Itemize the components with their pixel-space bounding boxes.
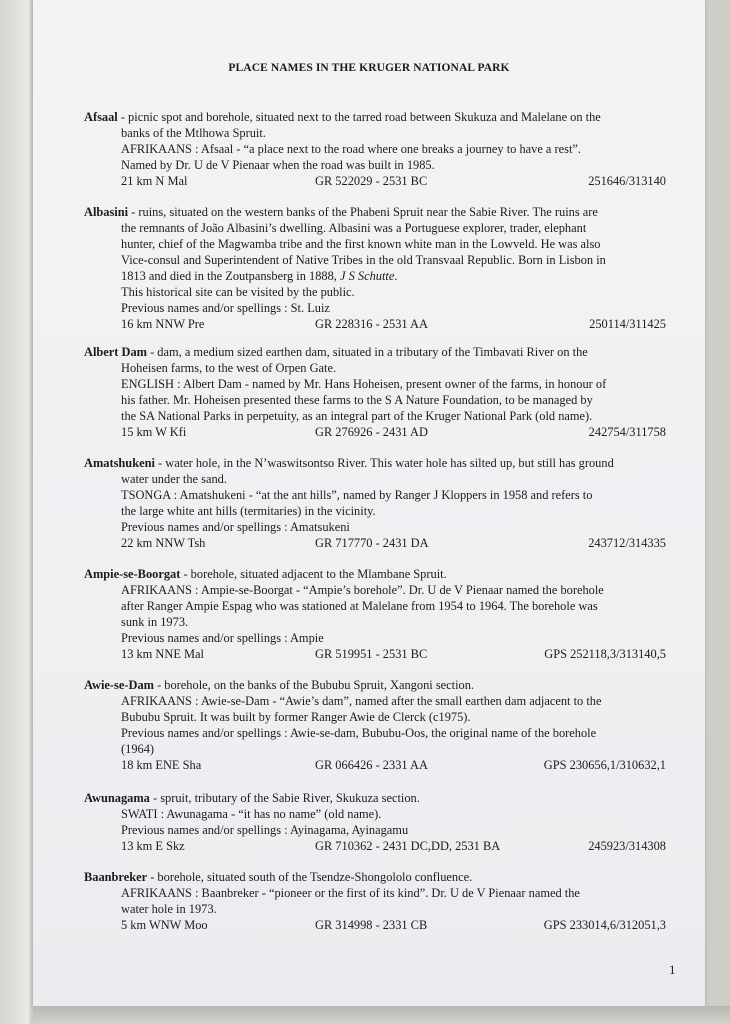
entry-coordinates: 243712/314335 xyxy=(588,536,666,550)
page-title: PLACE NAMES IN THE KRUGER NATIONAL PARK xyxy=(228,62,510,74)
entry-grid-ref: GR 314998 - 2331 CB xyxy=(315,918,428,932)
entry-distance: 15 km W Kfi xyxy=(121,425,187,439)
entry-distance: 5 km WNW Moo xyxy=(121,918,208,932)
entry-line: Bububu Spruit. It was built by former Ranger Awie de Clerck (c1975). xyxy=(121,710,471,724)
entry-description: - picnic spot and borehole, situated next to the tarred road between Skukuza and Malelane on the xyxy=(117,110,601,124)
entry-reference xyxy=(84,424,666,440)
entry-distance: 21 km N Mal xyxy=(121,174,188,188)
entry-coordinates: GPS 252118,3/313140,5 xyxy=(544,647,666,661)
entry-description: - dam, a medium sized earthen dam, situated in a tributary of the Timbavati River on the xyxy=(146,345,588,359)
entry-head xyxy=(84,790,644,806)
entry-line: his father. Mr. Hoheisen presented these farms to the S A Nature Foundation, to be managed by xyxy=(121,393,593,407)
entry-reference xyxy=(84,757,666,773)
entry-albert-dam xyxy=(84,344,666,440)
entry-reference xyxy=(84,838,666,854)
entry-awunagama xyxy=(84,790,666,854)
entry-coordinates: 251646/313140 xyxy=(588,174,666,188)
entry-grid-ref: GR 276926 - 2431 AD xyxy=(315,425,428,439)
entry-coordinates: GPS 233014,6/312051,3 xyxy=(543,918,666,932)
entry-ampie-se-boorgat xyxy=(84,566,666,662)
entry-reference xyxy=(84,917,666,933)
entry-name: Awunagama xyxy=(84,791,150,805)
entry-name: Awie-se-Dam xyxy=(84,678,154,692)
entry-description: - ruins, situated on the western banks of the Phabeni Spruit near the Sabie River. The ruins are xyxy=(128,205,598,219)
entry-line: the remnants of João Albasini’s dwelling. Albasini was a Portuguese explorer, trader, elephant xyxy=(121,221,587,235)
entry-grid-ref: GR 717770 - 2431 DA xyxy=(315,536,429,550)
entry-line: ENGLISH : Albert Dam - named by Mr. Hans Hoheisen, present owner of the farms, in honour of xyxy=(121,377,607,391)
entry-line: the SA National Parks in perpetuity, as an integral part of the Kruger National Park (old name). xyxy=(121,409,593,423)
entry-name: Albasini xyxy=(84,205,129,219)
entry-afsaal xyxy=(84,109,666,189)
entry-line: sunk in 1973. xyxy=(121,615,189,629)
entry-description: - water hole, in the N’waswitsontso River. This water hole has silted up, but still has ground xyxy=(154,456,614,470)
entry-baanbreker xyxy=(84,869,666,933)
entry-head xyxy=(84,869,644,885)
entry-reference xyxy=(84,316,666,332)
entry-coordinates: 245923/314308 xyxy=(588,839,666,853)
entry-head xyxy=(84,109,644,125)
entry-grid-ref: GR 522029 - 2531 BC xyxy=(315,174,428,188)
entry-albasini xyxy=(84,204,666,332)
entry-name: Amatshukeni xyxy=(84,456,155,470)
entry-coordinates: GPS 230656,1/310632,1 xyxy=(543,758,666,772)
entry-line: AFRIKAANS : Baanbreker - “pioneer or the first of its kind”. Dr. U de V Pienaar named the xyxy=(121,886,580,900)
entry-head xyxy=(84,204,644,220)
entry-line: 1813 and died in the Zoutpansberg in 1888, J S Schutte. xyxy=(121,269,398,283)
entry-name: Albert Dam xyxy=(84,345,147,359)
entry-grid-ref: GR 519951 - 2531 BC xyxy=(315,647,428,661)
entry-reference xyxy=(84,173,666,189)
entry-line: water under the sand. xyxy=(121,472,227,486)
entry-distance: 13 km NNE Mal xyxy=(121,647,204,661)
entry-line: (1964) xyxy=(121,742,155,756)
document-page xyxy=(33,0,705,1006)
entry-line: Previous names and/or spellings : Amatsukeni xyxy=(121,520,350,534)
entry-line: Named by Dr. U de V Pienaar when the road was built in 1985. xyxy=(121,158,435,172)
entry-head xyxy=(84,344,644,360)
entry-line: Previous names and/or spellings : St. Luiz xyxy=(121,301,330,315)
entry-description: - borehole, situated adjacent to the Mlambane Spruit. xyxy=(180,567,447,581)
entry-name: Afsaal xyxy=(84,110,118,124)
entry-head xyxy=(84,677,644,693)
entry-line: This historical site can be visited by the public. xyxy=(121,285,355,299)
entry-line-text: 1813 and died in the Zoutpansberg in 1888, xyxy=(121,269,340,283)
entry-line: banks of the Mtlhowa Spruit. xyxy=(121,126,266,140)
entry-distance: 22 km NNW Tsh xyxy=(121,536,206,550)
page-number: 1 xyxy=(669,962,676,977)
entry-distance: 18 km ENE Sha xyxy=(121,758,202,772)
entry-description: - borehole, situated south of the Tsendze-Shongololo confluence. xyxy=(147,870,473,884)
entry-description: - spruit, tributary of the Sabie River, Skukuza section. xyxy=(149,791,420,805)
entry-line: water hole in 1973. xyxy=(121,902,217,916)
entry-line: the large white ant hills (termitaries) in the vicinity. xyxy=(121,504,376,518)
entry-grid-ref: GR 710362 - 2431 DC,DD, 2531 BA xyxy=(315,839,501,853)
entry-head xyxy=(84,455,644,471)
entry-reference xyxy=(84,535,666,551)
entry-grid-ref: GR 228316 - 2531 AA xyxy=(315,317,428,331)
entry-coordinates: 250114/311425 xyxy=(589,317,666,331)
entry-line: Previous names and/or spellings : Awie-se-dam, Bububu-Oos, the original name of the borehole xyxy=(121,726,597,740)
entry-description: - borehole, on the banks of the Bububu Spruit, Xangoni section. xyxy=(153,678,475,692)
entry-distance: 16 km NNW Pre xyxy=(121,317,205,331)
entry-distance: 13 km E Skz xyxy=(121,839,185,853)
entry-line: TSONGA : Amatshukeni - “at the ant hills”, named by Ranger J Kloppers in 1958 and refers to xyxy=(121,488,593,502)
entry-coordinates: 242754/311758 xyxy=(588,425,666,439)
entry-line: AFRIKAANS : Awie-se-Dam - “Awie’s dam”, named after the small earthen dam adjacent to the xyxy=(121,694,602,708)
table-surface-shadow xyxy=(33,1006,730,1024)
entry-amatshukeni xyxy=(84,455,666,551)
entry-head xyxy=(84,566,644,582)
entry-line: Previous names and/or spellings : Ayinagama, Ayinagamu xyxy=(121,823,409,837)
entry-reference xyxy=(84,646,666,662)
entry-line: Vice-consul and Superintendent of Native Tribes in the old Transvaal Republic. Born in Lisbon in xyxy=(121,253,606,267)
entry-line: Previous names and/or spellings : Ampie xyxy=(121,631,324,645)
entry-line: AFRIKAANS : Afsaal - “a place next to the road where one breaks a journey to have a rest”. xyxy=(121,142,582,156)
entry-grid-ref: GR 066426 - 2331 AA xyxy=(315,758,428,772)
entry-line: AFRIKAANS : Ampie-se-Boorgat - “Ampie’s borehole”. Dr. U de V Pienaar named the borehole xyxy=(121,583,604,597)
entry-line: hunter, chief of the Magwamba tribe and the first known white man in the Lowveld. He was also xyxy=(121,237,601,251)
entry-name: Ampie-se-Boorgat xyxy=(84,567,181,581)
entry-author: J S Schutte xyxy=(339,269,395,283)
entry-awie-se-dam xyxy=(84,677,666,773)
entry-line: Hoheisen farms, to the west of Orpen Gate. xyxy=(121,361,337,375)
entry-name: Baanbreker xyxy=(84,870,148,884)
entry-line: after Ranger Ampie Espag who was stationed at Malelane from 1954 to 1964. The borehole was xyxy=(121,599,598,613)
entry-line: SWATI : Awunagama - “it has no name” (old name). xyxy=(121,807,382,821)
